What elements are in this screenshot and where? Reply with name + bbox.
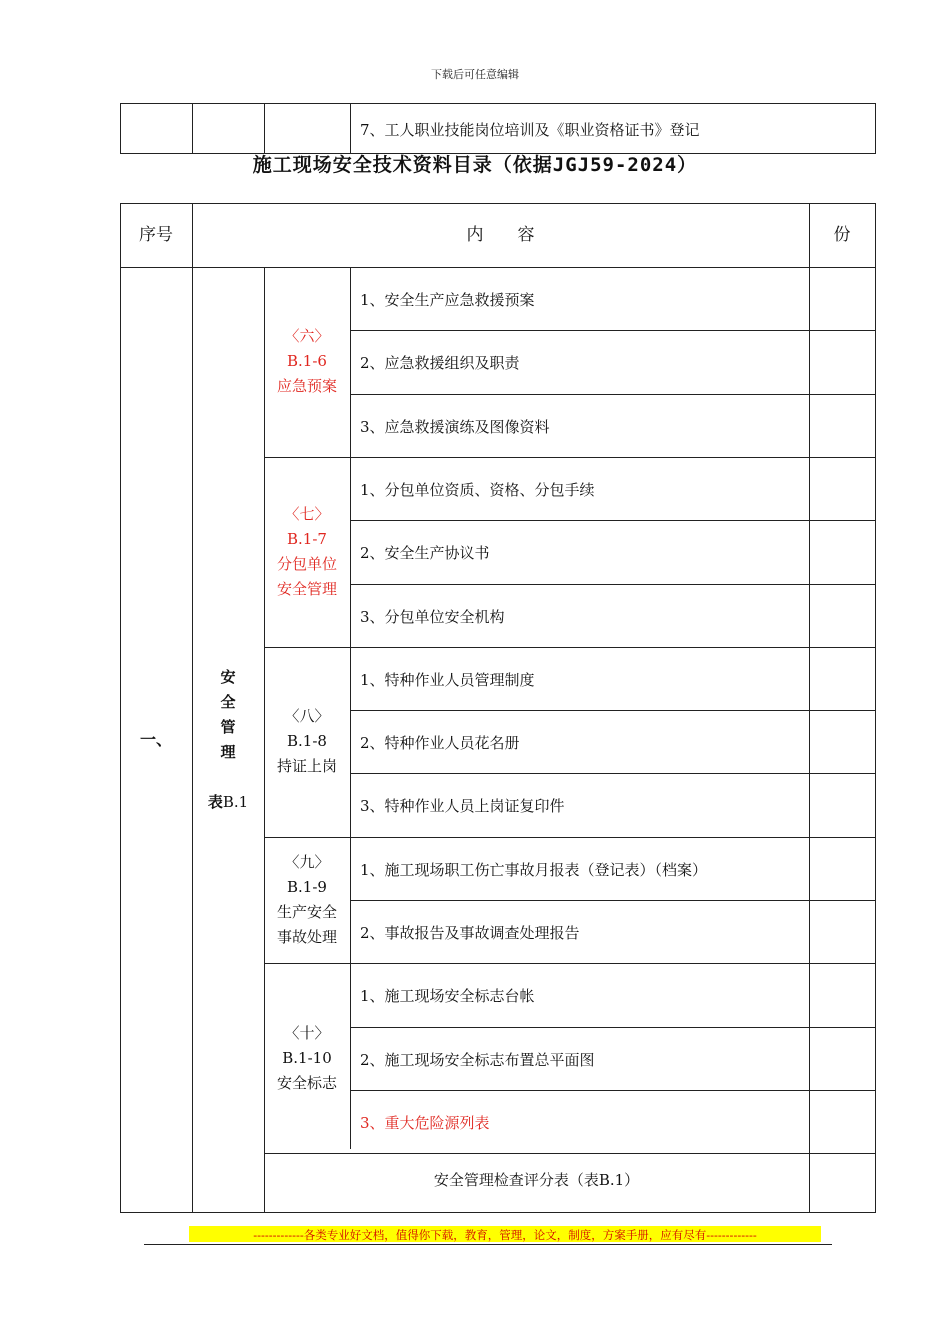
top-fragment-item: 7、工人职业技能岗位培训及《职业资格证书》登记 <box>360 121 700 139</box>
copies-cell <box>809 1027 875 1090</box>
group-label-line: B.1-7 <box>287 529 327 548</box>
copies-cell <box>809 837 875 900</box>
content-item: 3、特种作业人员上岗证复印件 <box>360 797 565 815</box>
column-header-seq: 序号 <box>139 224 173 245</box>
content-item: 1、特种作业人员管理制度 <box>360 671 535 689</box>
category-char: 管 <box>220 717 236 736</box>
copies-cell <box>809 584 875 647</box>
group-label-line: 应急预案 <box>276 377 337 396</box>
group-label-line: 生产安全 <box>276 902 337 921</box>
content-item: 2、应急救援组织及职责 <box>360 354 520 372</box>
category-table-ref: 表B.1 <box>207 792 249 811</box>
group-label-line: 〈七〉 <box>284 504 330 523</box>
content-item: 3、分包单位安全机构 <box>360 608 505 626</box>
category-char: 全 <box>220 692 236 711</box>
group-label <box>264 457 350 647</box>
group-label <box>264 267 350 457</box>
category-char: 理 <box>220 742 236 761</box>
group-label-line: 〈六〉 <box>284 327 330 346</box>
summary-row: 安全管理检查评分表（表B.1） <box>433 1171 640 1189</box>
content-item: 1、安全生产应急救援预案 <box>360 291 535 309</box>
group-label <box>264 647 350 837</box>
copies-cell <box>809 647 875 710</box>
copies-cell <box>809 900 875 963</box>
group-label-line: 〈八〉 <box>284 707 330 726</box>
header-note: 下载后可任意编辑 <box>431 68 519 81</box>
footer-rule <box>144 1244 832 1245</box>
group-label-line: 〈十〉 <box>284 1023 330 1042</box>
content-item: 2、施工现场安全标志布置总平面图 <box>360 1051 595 1069</box>
copies-cell <box>809 1090 875 1153</box>
category-label <box>192 267 264 1212</box>
copies-cell <box>809 963 875 1026</box>
footer-banner: -------------各类专业好文档，值得你下载，教育，管理，论文，制度，方案手册，应有尽有------------- <box>253 1228 757 1242</box>
section-number: 一、 <box>139 730 172 749</box>
group-label <box>264 837 350 964</box>
copies-cell <box>809 773 875 836</box>
content-item: 1、分包单位资质、资格、分包手续 <box>360 481 595 499</box>
category-char: 安 <box>220 667 236 686</box>
column-header-copies: 份 <box>833 224 851 245</box>
group-label-line: B.1-6 <box>287 352 327 371</box>
content-item: 3、重大危险源列表 <box>360 1114 490 1132</box>
copies-cell <box>809 520 875 583</box>
copies-cell <box>809 394 875 457</box>
group-label-line: 持证上岗 <box>276 757 337 776</box>
page-title: 施工现场安全技术资料目录（依据JGJ59-2024） <box>252 154 698 176</box>
group-label-line: B.1-8 <box>287 732 327 751</box>
group-label-line: 事故处理 <box>276 927 337 946</box>
content-item: 2、事故报告及事故调查处理报告 <box>360 924 580 942</box>
copies-cell <box>809 457 875 520</box>
group-label-line: B.1-9 <box>287 877 327 896</box>
content-item: 2、安全生产协议书 <box>360 544 490 562</box>
group-label-line: 安全管理 <box>276 579 337 598</box>
copies-cell <box>809 330 875 393</box>
copies-cell <box>809 710 875 773</box>
content-item: 1、施工现场安全标志台帐 <box>360 987 535 1005</box>
group-label <box>264 963 350 1153</box>
group-label-line: B.1-10 <box>282 1048 332 1067</box>
content-item: 3、应急救援演练及图像资料 <box>360 418 550 436</box>
content-item: 2、特种作业人员花名册 <box>360 734 520 752</box>
copies-cell <box>809 267 875 330</box>
group-label-line: 〈九〉 <box>284 852 330 871</box>
group-label-line: 分包单位 <box>276 554 337 573</box>
column-header-content: 内 容 <box>466 224 535 245</box>
group-label-line: 安全标志 <box>276 1073 337 1092</box>
content-item: 1、施工现场职工伤亡事故月报表（登记表）（档案） <box>360 861 708 879</box>
